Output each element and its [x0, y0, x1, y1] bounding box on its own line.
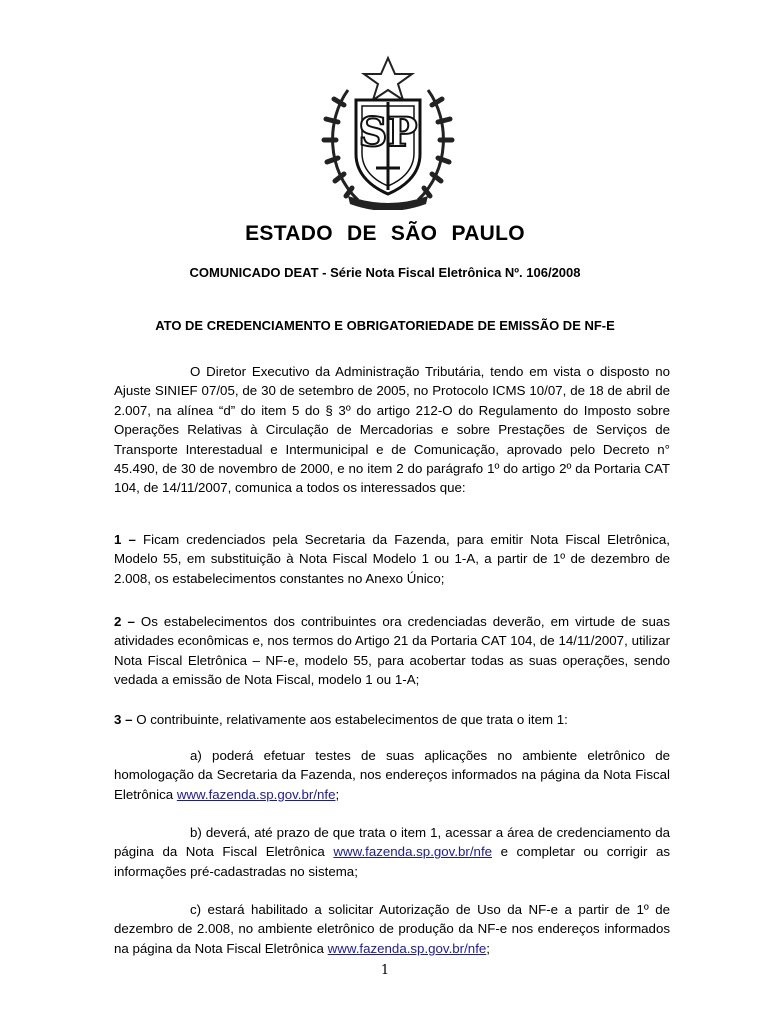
subitem-after: e completar ou corrigir as informações pré-cadastradas no sistema;: [114, 844, 670, 879]
item-3: [114, 710, 670, 729]
item-label: 1 –: [114, 532, 136, 547]
svg-text:SP: SP: [358, 109, 418, 156]
intro-paragraph: O Diretor Executivo da Administração Tributária, tendo em vista o disposto no Ajuste SINIEF 07/05, de 30 de setembro de 2005, no Protocolo ICMS 10/07, de 18 de abril de 2.007, na alínea “d” do item 5 do § 3º do artigo 212-O do Regulamento do Imposto sobre Operações Relativas à Circulação de Mercadorias e sobre Prestações de Serviços de Transporte Interestadual e Intermunicipal e de Comunicação, aprovado pelo Decreto n° 45.490, de 30 de novembro de 2000, e no item 2 do parágrafo 1º do artigo 2º da Portaria CAT 104, de 14/11/2007, comunica a todos os interessados que:: [114, 364, 670, 496]
section-heading: ATO DE CREDENCIAMENTO E OBRIGATORIEDADE DE EMISSÃO DE NF-E: [155, 318, 615, 333]
item-label: 2 –: [114, 614, 135, 629]
sao-paulo-coat-of-arms-icon: [318, 50, 458, 210]
nfe-link[interactable]: www.fazenda.sp.gov.br/nfe: [333, 844, 493, 860]
subitem-b: [114, 823, 670, 881]
subitem-text: b) deverá, até prazo de que trata o item 1, acessar a área de credenciamento da página da Nota Fiscal Eletrônica: [114, 825, 670, 860]
page-number: 1: [380, 963, 390, 978]
document-subtitle: COMUNICADO DEAT - Série Nota Fiscal Eletrônica Nº. 106/2008: [189, 265, 581, 280]
subitem-after: ;: [335, 786, 340, 802]
subitem-text: c) estará habilitado a solicitar Autorização de Uso da NF-e a partir de 1º de dezembro de 2.008, no ambiente eletrônico de produção da NF-e nos endereços informados na página da Nota Fiscal Eletrônica: [114, 902, 670, 956]
item-label: 3 –: [114, 712, 133, 727]
item-2: [114, 612, 670, 690]
subitem-text: a) poderá efetuar testes de suas aplicações no ambiente eletrônico de homologação da Secretaria da Fazenda, nos endereços informados na página da Nota Fiscal Eletrônica: [114, 748, 670, 802]
subitem-a: [114, 746, 670, 804]
item-text: Os estabelecimentos dos contribuintes ora credenciadas deverão, em virtude de suas atividades econômicas e, nos termos do Artigo 21 da Portaria CAT 104, de 14/11/2007, utilizar Nota Fiscal Eletrônica – NF-e, modelo 55, para acobertar todas as suas operações, sendo vedada a emissão de Nota Fiscal, modelo 1 ou 1-A;: [114, 614, 670, 688]
item-1: [114, 530, 670, 588]
subitem-after: ;: [486, 940, 490, 956]
page-title: ESTADO DE SÃO PAULO: [245, 222, 525, 245]
nfe-link[interactable]: www.fazenda.sp.gov.br/nfe: [327, 940, 487, 956]
item-text: O contribuinte, relativamente aos estabelecimentos de que trata o item 1:: [132, 712, 568, 727]
nfe-link[interactable]: www.fazenda.sp.gov.br/nfe: [176, 786, 336, 802]
subitem-c: [114, 900, 670, 958]
item-text: Ficam credenciados pela Secretaria da Fazenda, para emitir Nota Fiscal Eletrônica, Modelo 55, em substituição à Nota Fiscal Modelo 1 ou 1-A, a partir de 1º de dezembro de 2.008, os estabelecimentos constantes no Anexo Único;: [114, 532, 670, 586]
